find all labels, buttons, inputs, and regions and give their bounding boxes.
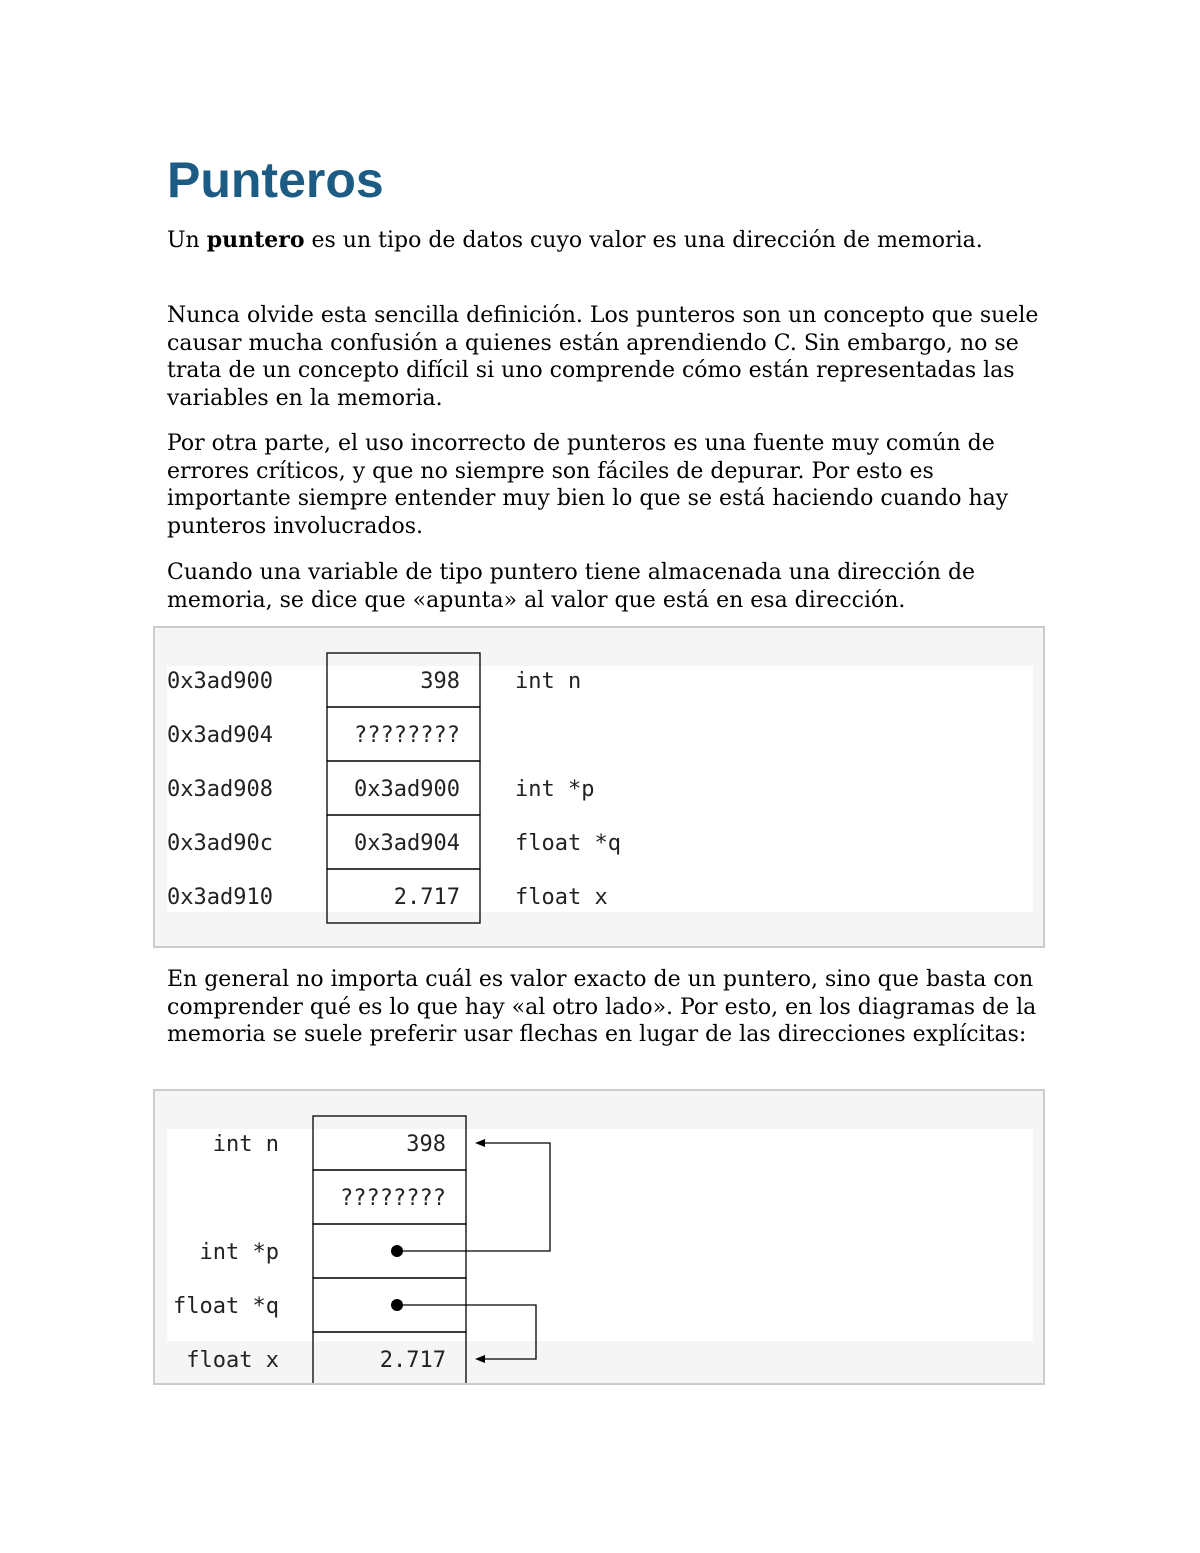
memory-address: 0x3ad910 <box>167 885 273 910</box>
variable-label: int n <box>515 669 582 694</box>
variable-label: int *p <box>199 1240 279 1265</box>
memory-address-svg <box>155 628 1043 946</box>
variable-label: int n <box>212 1132 279 1157</box>
definition-term: puntero <box>206 227 305 253</box>
memory-address: 0x3ad90c <box>167 831 273 856</box>
memory-address: 0x3ad900 <box>167 669 273 694</box>
paragraph-definition <box>167 227 1047 255</box>
definition-rest: es un tipo de datos cuyo valor es una dirección de memoria. <box>304 228 983 253</box>
paragraph-arrows: En general no importa cuál es valor exacto de un puntero, sino que basta con comprender qué es lo que hay «al otro lado». Por esto, en los diagramas de la memoria se suele preferir usar flechas en lugar de las direcciones explícitas: <box>167 967 1037 1047</box>
memory-value: 0x3ad900 <box>354 777 460 802</box>
variable-label: int *p <box>515 777 595 802</box>
memory-value: ???????? <box>354 723 460 748</box>
page-title: Punteros <box>167 152 384 208</box>
paragraph-intro: Nunca olvide esta sencilla definición. Los punteros son un concepto que suele causar mucha confusión a quienes están aprendiendo C. Sin embargo, no se trata de un concepto difícil si uno comprende cómo están representadas las variables en la memoria. <box>167 303 1039 411</box>
variable-label: float *q <box>515 831 621 856</box>
paragraph-errors: Por otra parte, el uso incorrecto de punteros es una fuente muy común de errores críticos, y que no siempre son fáciles de depurar. Por esto es importante siempre entender muy bien lo que se está haciendo cuando hay punteros involucrados. <box>167 431 1009 539</box>
pointer-arrowhead <box>475 1355 485 1363</box>
memory-address: 0x3ad904 <box>167 723 273 748</box>
memory-value: ???????? <box>340 1186 446 1211</box>
memory-address-diagram <box>153 626 1045 948</box>
definition-lead: Un <box>167 228 207 253</box>
memory-value: 398 <box>406 1132 446 1157</box>
variable-label: float x <box>515 885 608 910</box>
arrow-diagram-area <box>167 1129 1033 1341</box>
memory-value: 398 <box>420 669 460 694</box>
memory-value: 0x3ad904 <box>354 831 460 856</box>
memory-table-area <box>167 666 1033 912</box>
variable-label: float *q <box>173 1294 279 1319</box>
paragraph-points-to: Cuando una variable de tipo puntero tiene almacenada una dirección de memoria, se dice que «apunta» al valor que está en esa dirección. <box>167 560 976 613</box>
memory-address: 0x3ad908 <box>167 777 273 802</box>
memory-arrow-diagram <box>153 1089 1045 1385</box>
memory-arrow-svg <box>155 1091 1043 1383</box>
memory-value: 2.717 <box>379 1348 446 1373</box>
variable-label: float x <box>186 1348 279 1373</box>
memory-value: 2.717 <box>393 885 460 910</box>
